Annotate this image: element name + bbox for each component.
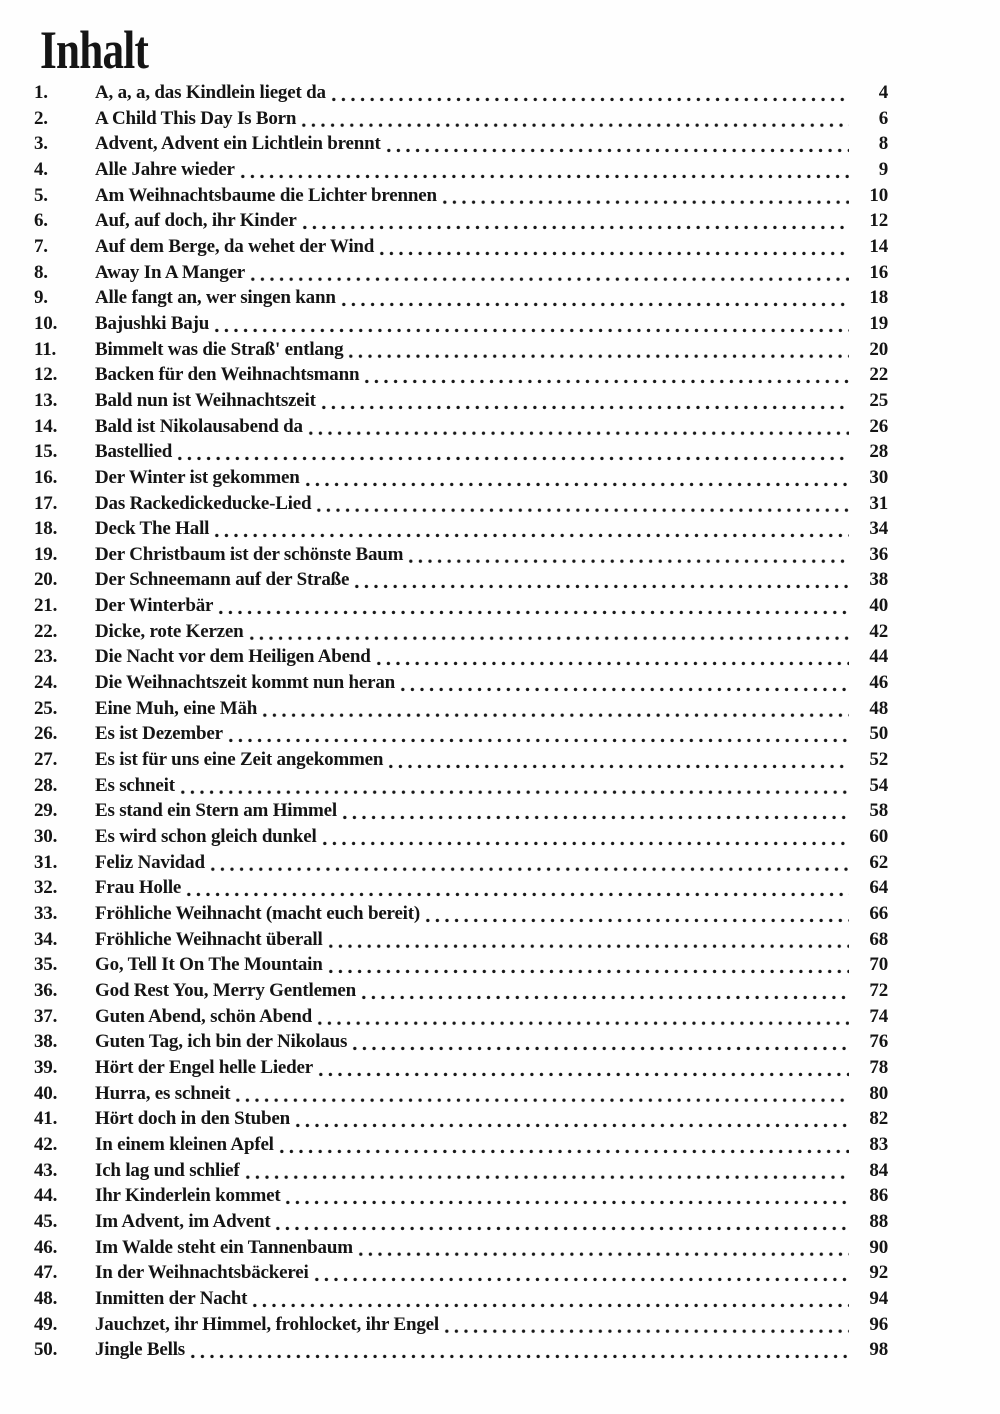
entry-title: A, a, a, das Kindlein lieget da <box>95 82 326 103</box>
toc-entry <box>34 1081 888 1107</box>
toc-entry <box>34 901 888 927</box>
entry-number: 43. <box>34 1159 58 1181</box>
entry-title: A Child This Day Is Born <box>95 107 297 129</box>
entry-title: Eine Muh, eine Mäh <box>95 697 258 719</box>
dot-leader <box>212 516 849 542</box>
entry-title: Hört doch in den Stuben <box>95 1108 290 1130</box>
entry-page-number: 58 <box>869 800 888 822</box>
entry-number: 44. <box>34 1185 58 1207</box>
toc-entry <box>34 183 888 209</box>
dot-leader <box>293 1106 849 1132</box>
entry-page-number: 18 <box>869 287 888 309</box>
toc-entry <box>34 1029 888 1055</box>
entry-title: Backen für den Weihnachtsmann <box>95 364 360 386</box>
entry-page-number: 10 <box>869 184 888 206</box>
entry-title: Hurra, es schneit <box>95 1082 231 1104</box>
entry-page-number: 48 <box>869 697 888 719</box>
toc-entry <box>34 285 888 311</box>
entry-title: Im Advent, im Advent <box>95 1210 271 1232</box>
dot-leader <box>250 1286 849 1312</box>
entry-title: Deck The Hall <box>95 518 210 540</box>
entry-number: 39. <box>34 1056 58 1078</box>
toc-entry <box>34 388 888 414</box>
dot-leader <box>339 285 849 311</box>
entry-title: Alle fangt an, wer singen kann <box>95 287 336 309</box>
entry-page-number: 84 <box>869 1159 888 1181</box>
entry-number: 20. <box>34 569 58 591</box>
entry-number: 31. <box>34 851 58 873</box>
toc-entry <box>34 337 888 363</box>
dot-leader <box>442 1312 849 1338</box>
entry-title: Bastellied <box>95 441 173 463</box>
entry-number: 3. <box>34 133 48 155</box>
entry-title: Fröhliche Weihnacht überall <box>95 928 323 950</box>
dot-leader <box>320 824 849 850</box>
entry-number: 16. <box>34 466 58 488</box>
toc-entry <box>34 1106 888 1132</box>
entry-number: 47. <box>34 1262 58 1284</box>
dot-leader <box>352 567 849 593</box>
dot-leader <box>326 952 849 978</box>
dot-leader <box>386 747 849 773</box>
toc-entry <box>34 1158 888 1184</box>
entry-title: Guten Abend, schön Abend <box>95 1005 312 1027</box>
entry-number: 46. <box>34 1236 58 1258</box>
dot-leader <box>208 850 849 876</box>
dot-leader <box>314 491 849 517</box>
entry-number: 42. <box>34 1133 58 1155</box>
entry-number: 32. <box>34 877 58 899</box>
entry-title: Guten Tag, ich bin der Nikolaus <box>95 1031 348 1053</box>
dot-leader <box>374 644 849 670</box>
toc-entry <box>34 952 888 978</box>
dot-leader <box>362 362 849 388</box>
dot-leader <box>319 388 849 414</box>
entry-title: Bald ist Nikolausabend da <box>95 415 303 437</box>
entry-title: Alle Jahre wieder <box>95 158 235 180</box>
toc-entry <box>34 80 888 106</box>
entry-page-number: 64 <box>869 877 888 899</box>
entry-number: 5. <box>34 184 48 206</box>
toc-entry <box>34 516 888 542</box>
entry-number: 25. <box>34 697 58 719</box>
entry-number: 33. <box>34 903 58 924</box>
entry-number: 37. <box>34 1005 58 1027</box>
dot-leader <box>303 465 849 491</box>
toc-entry <box>34 1312 888 1338</box>
toc-entry <box>34 234 888 260</box>
entry-page-number: 70 <box>869 954 888 976</box>
dot-leader <box>277 1132 849 1158</box>
entry-page-number: 86 <box>869 1185 888 1207</box>
dot-leader <box>306 414 849 440</box>
toc-entry <box>34 927 888 953</box>
toc-entry <box>34 644 888 670</box>
entry-number: 18. <box>34 518 58 540</box>
entry-page-number: 68 <box>869 928 888 950</box>
dot-leader <box>248 260 849 286</box>
entry-title: Dicke, rote Kerzen <box>95 620 244 642</box>
toc-entry <box>34 1235 888 1261</box>
entry-title: In einem kleinen Apfel <box>95 1133 274 1155</box>
dot-leader <box>423 901 849 927</box>
dot-leader <box>384 131 849 157</box>
entry-number: 36. <box>34 979 58 1001</box>
toc-entry <box>34 311 888 337</box>
entry-number: 28. <box>34 774 58 796</box>
entry-page-number: 72 <box>869 979 888 1001</box>
toc-entry <box>34 465 888 491</box>
entry-number: 50. <box>34 1339 58 1361</box>
entry-page-number: 9 <box>878 158 888 180</box>
entry-page-number: 30 <box>869 466 888 488</box>
toc-entry <box>34 260 888 286</box>
entry-page-number: 50 <box>869 723 888 745</box>
entry-page-number: 90 <box>869 1236 888 1258</box>
entry-page-number: 26 <box>869 415 888 437</box>
entry-page-number: 83 <box>869 1133 888 1155</box>
entry-title: Fröhliche Weihnacht (macht euch bereit) <box>95 903 421 924</box>
dot-leader <box>316 1055 849 1081</box>
entry-number: 26. <box>34 723 58 745</box>
entry-page-number: 6 <box>878 107 888 129</box>
entry-number: 41. <box>34 1108 58 1130</box>
toc-entry <box>34 1286 888 1312</box>
toc-entry <box>34 798 888 824</box>
entry-title: Hört der Engel helle Lieder <box>95 1056 313 1078</box>
entry-page-number: 34 <box>869 518 888 540</box>
entry-title: Der Winterbär <box>95 595 214 617</box>
entry-page-number: 36 <box>869 543 888 565</box>
entry-title: Inmitten der Nacht <box>95 1287 248 1309</box>
entry-page-number: 40 <box>869 595 888 617</box>
dot-leader <box>212 311 849 337</box>
entry-number: 19. <box>34 543 58 565</box>
toc-entry <box>34 747 888 773</box>
dot-leader <box>300 208 849 234</box>
entry-number: 45. <box>34 1210 58 1232</box>
entry-title: Auf, auf doch, ihr Kinder <box>95 210 297 232</box>
entry-title: Die Nacht vor dem Heiligen Abend <box>95 646 371 668</box>
dot-leader <box>340 798 849 824</box>
entry-title: God Rest You, Merry Gentlemen <box>95 979 357 1001</box>
entry-title: Ich lag und schlief <box>95 1159 240 1181</box>
entry-number: 7. <box>34 235 48 257</box>
entry-number: 27. <box>34 749 58 771</box>
entry-number: 12. <box>34 364 58 386</box>
dot-leader <box>226 721 849 747</box>
entry-page-number: 94 <box>869 1287 888 1309</box>
toc-entry <box>34 1183 888 1209</box>
entry-number: 49. <box>34 1313 58 1335</box>
toc-entry <box>34 773 888 799</box>
entry-title: Away In A Manger <box>95 261 246 283</box>
entry-page-number: 76 <box>869 1031 888 1053</box>
toc-entry <box>34 208 888 234</box>
entry-number: 8. <box>34 261 48 283</box>
entry-page-number: 8 <box>878 133 888 155</box>
entry-page-number: 46 <box>869 672 888 694</box>
dot-leader <box>243 1158 849 1184</box>
entry-title: Bimmelt was die Straß' entlang <box>95 338 344 360</box>
dot-leader <box>247 619 849 645</box>
entry-title: Es schneit <box>95 774 175 796</box>
entry-page-number: 22 <box>869 364 888 386</box>
entry-number: 21. <box>34 595 58 617</box>
entry-number: 2. <box>34 107 48 129</box>
dot-leader <box>184 875 849 901</box>
entry-title: Es stand ein Stern am Himmel <box>95 800 337 822</box>
entry-title: Es ist Dezember <box>95 723 223 745</box>
toc-entry <box>34 1209 888 1235</box>
dot-leader <box>359 978 849 1004</box>
entry-title: Bald nun ist Weihnachtszeit <box>95 389 316 411</box>
dot-leader <box>283 1183 849 1209</box>
toc-entry <box>34 157 888 183</box>
toc-entry <box>34 439 888 465</box>
entry-title: Frau Holle <box>95 877 182 899</box>
entry-page-number: 14 <box>869 235 888 257</box>
dot-leader <box>406 542 849 568</box>
entry-page-number: 42 <box>869 620 888 642</box>
dot-leader <box>299 106 849 132</box>
toc-entry <box>34 824 888 850</box>
toc-entry <box>34 567 888 593</box>
entry-page-number: 62 <box>869 851 888 873</box>
dot-leader <box>440 183 849 209</box>
toc-entry <box>34 491 888 517</box>
entry-page-number: 12 <box>869 210 888 232</box>
toc-entry <box>34 619 888 645</box>
entry-title: In der Weihnachtsbäckerei <box>95 1262 309 1284</box>
toc-entry <box>34 542 888 568</box>
entry-number: 23. <box>34 646 58 668</box>
entry-page-number: 82 <box>869 1108 888 1130</box>
entry-number: 48. <box>34 1287 58 1309</box>
entry-number: 29. <box>34 800 58 822</box>
entry-title: Das Rackedickeducke-Lied <box>95 492 312 514</box>
toc-entry <box>34 1260 888 1286</box>
entry-number: 17. <box>34 492 58 514</box>
entry-number: 9. <box>34 287 48 309</box>
entry-number: 11. <box>34 338 57 360</box>
dot-leader <box>377 234 849 260</box>
entry-title: Im Walde steht ein Tannenbaum <box>95 1236 353 1258</box>
entry-title: Die Weihnachtszeit kommt nun heran <box>95 672 396 694</box>
dot-leader <box>329 80 849 106</box>
entry-title: Advent, Advent ein Lichtlein brennt <box>95 133 381 155</box>
entry-page-number: 31 <box>869 492 888 514</box>
dot-leader <box>175 439 849 465</box>
dot-leader <box>260 696 849 722</box>
dot-leader <box>346 337 849 363</box>
dot-leader <box>178 773 849 799</box>
entry-page-number: 4 <box>878 82 888 103</box>
toc-entry <box>34 721 888 747</box>
dot-leader <box>188 1337 849 1363</box>
dot-leader <box>350 1029 849 1055</box>
entry-title: Es ist für uns eine Zeit angekommen <box>95 749 384 771</box>
entry-number: 6. <box>34 210 48 232</box>
entry-page-number: 28 <box>869 441 888 463</box>
dot-leader <box>216 593 849 619</box>
dot-leader <box>312 1260 849 1286</box>
dot-leader <box>315 1004 849 1030</box>
entry-title: Auf dem Berge, da wehet der Wind <box>95 235 375 257</box>
entry-page-number: 74 <box>869 1005 888 1027</box>
entry-page-number: 44 <box>869 646 888 668</box>
entry-number: 35. <box>34 954 58 976</box>
entry-page-number: 20 <box>869 338 888 360</box>
entry-page-number: 80 <box>869 1082 888 1104</box>
entry-title: Feliz Navidad <box>95 851 205 873</box>
toc-entry <box>34 670 888 696</box>
entry-number: 4. <box>34 158 48 180</box>
dot-leader <box>273 1209 849 1235</box>
toc-entry <box>34 593 888 619</box>
entry-page-number: 19 <box>869 312 888 334</box>
toc-list <box>0 80 1000 1363</box>
entry-number: 22. <box>34 620 58 642</box>
entry-title: Am Weihnachtsbaume die Lichter brennen <box>95 184 437 206</box>
entry-title: Go, Tell It On The Mountain <box>95 954 323 976</box>
entry-title: Der Christbaum ist der schönste Baum <box>95 543 404 565</box>
entry-title: Jauchzet, ihr Himmel, frohlocket, ihr Engel <box>95 1313 439 1335</box>
dot-leader <box>233 1081 849 1107</box>
entry-page-number: 25 <box>869 389 888 411</box>
entry-number: 13. <box>34 389 58 411</box>
entry-title: Jingle Bells <box>95 1339 185 1361</box>
toc-entry <box>34 1004 888 1030</box>
entry-number: 30. <box>34 826 58 848</box>
entry-number: 14. <box>34 415 58 437</box>
dot-leader <box>356 1235 849 1261</box>
page-title: Inhalt <box>40 20 149 80</box>
entry-page-number: 98 <box>869 1339 888 1361</box>
toc-entry <box>34 978 888 1004</box>
dot-leader <box>398 670 849 696</box>
entry-page-number: 16 <box>869 261 888 283</box>
entry-number: 24. <box>34 672 58 694</box>
entry-number: 34. <box>34 928 58 950</box>
toc-entry <box>34 414 888 440</box>
entry-number: 10. <box>34 312 58 334</box>
entry-page-number: 54 <box>869 774 888 796</box>
toc-entry <box>34 850 888 876</box>
entry-title: Es wird schon gleich dunkel <box>95 826 317 848</box>
entry-number: 15. <box>34 441 58 463</box>
toc-entry <box>34 1055 888 1081</box>
entry-title: Ihr Kinderlein kommet <box>95 1185 281 1207</box>
entry-page-number: 60 <box>869 826 888 848</box>
dot-leader <box>326 927 849 953</box>
entry-title: Bajushki Baju <box>95 312 210 334</box>
entry-title: Der Schneemann auf der Straße <box>95 569 350 591</box>
toc-entry <box>34 1337 888 1363</box>
toc-entry <box>34 362 888 388</box>
entry-page-number: 92 <box>869 1262 888 1284</box>
entry-title: Der Winter ist gekommen <box>95 466 300 488</box>
entry-page-number: 78 <box>869 1056 888 1078</box>
entry-number: 40. <box>34 1082 58 1104</box>
toc-entry <box>34 1132 888 1158</box>
entry-number: 38. <box>34 1031 58 1053</box>
entry-page-number: 52 <box>869 749 888 771</box>
dot-leader <box>238 157 849 183</box>
entry-page-number: 38 <box>869 569 888 591</box>
entry-page-number: 96 <box>869 1313 888 1335</box>
entry-number: 1. <box>34 82 48 103</box>
toc-entry <box>34 875 888 901</box>
entry-page-number: 88 <box>869 1210 888 1232</box>
toc-entry <box>34 696 888 722</box>
toc-entry <box>34 106 888 132</box>
entry-page-number: 66 <box>869 903 888 924</box>
toc-entry <box>34 131 888 157</box>
